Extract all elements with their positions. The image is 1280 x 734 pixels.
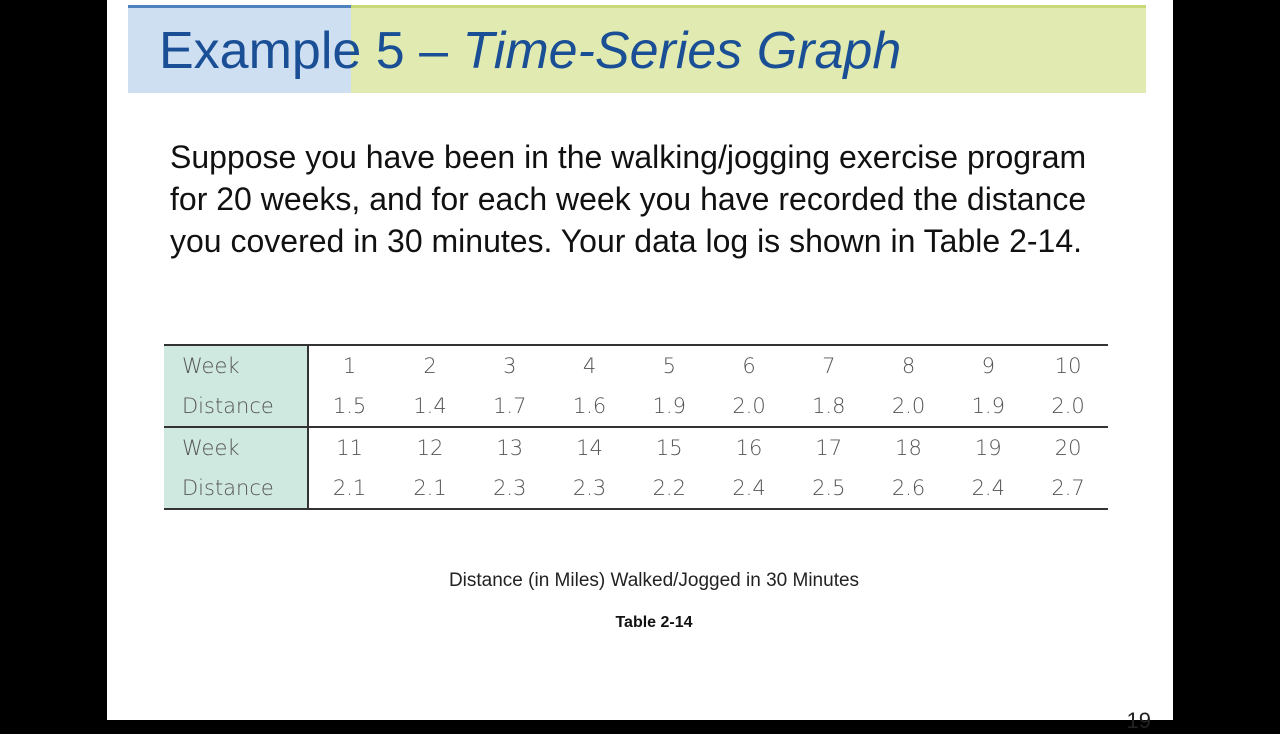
table-cell-week: 6	[742, 354, 756, 378]
slide	[107, 0, 1173, 733]
table-cell-distance: 2.4	[732, 476, 766, 500]
table-cell-distance: 2.3	[572, 476, 607, 500]
slide-title-plain: Example 5 –	[159, 22, 463, 80]
table-cell-distance: 1.6	[572, 394, 607, 418]
title-bar-top-line-blue	[128, 5, 351, 8]
data-log-table	[164, 344, 1108, 510]
table-cell-week: 17	[789, 427, 869, 468]
table-row-distance-2	[164, 468, 1108, 509]
table-cell-week: 16	[709, 427, 789, 468]
table-cell-distance: 2.1	[332, 476, 367, 500]
table-cell-week: 7	[822, 354, 836, 378]
table-cell-week: 15	[629, 427, 709, 468]
table-cell-distance: 2.2	[652, 476, 686, 500]
table-cell-distance: 1.4	[413, 394, 447, 418]
slide-title	[159, 19, 901, 83]
table-cell-week: 3	[503, 354, 517, 378]
table-cell-week: 4	[582, 354, 597, 378]
table-cell-week: 11	[308, 427, 390, 468]
table-row-distance-1	[164, 386, 1108, 427]
title-bar-top-line-green	[351, 5, 1146, 8]
page-number: 19	[1126, 708, 1151, 733]
table-cell-distance: 2.1	[413, 476, 447, 500]
row-label-week: Week	[164, 345, 308, 386]
table-cell-distance: 2.3	[493, 476, 527, 500]
table-caption: Distance (in Miles) Walked/Jogged in 30 Minutes	[448, 570, 860, 591]
table-cell-distance: 1.9	[652, 394, 686, 418]
table-cell-week: 18	[869, 427, 949, 468]
table-cell-distance: 2.0	[732, 394, 766, 418]
table-cell-distance: 2.0	[1051, 394, 1085, 418]
slide-body-text: Suppose you have been in the walking/jogging exercise program for 20 weeks, and for each week you have recorded the distance you covered in 30 minutes. Your data log is shown in Table 2-14.	[170, 139, 1087, 259]
table-cell-week: 13	[470, 427, 550, 468]
table-cell-week: 8	[901, 354, 916, 378]
row-label-week: Week	[164, 427, 308, 468]
table-cell-distance: 1.5	[332, 394, 367, 418]
slide-title-italic: Time-Series Graph	[462, 22, 902, 80]
table-cell-week: 9	[981, 354, 995, 378]
table-row-week-2	[164, 427, 1108, 468]
table-cell-week: 1	[342, 354, 357, 378]
table-cell-week: 5	[662, 354, 676, 378]
table-cell-week: 19	[948, 427, 1028, 468]
title-bar	[128, 5, 1146, 93]
row-label-distance: Distance	[164, 386, 308, 427]
table-cell-week: 14	[550, 427, 630, 468]
table-row-week-1	[164, 345, 1108, 386]
table-cell-distance: 2.5	[812, 476, 846, 500]
row-label-distance: Distance	[164, 468, 308, 509]
table-cell-week: 10	[1054, 354, 1082, 378]
table-cell-distance: 2.0	[891, 394, 926, 418]
table-cell-distance: 2.7	[1051, 476, 1085, 500]
table-cell-week: 12	[390, 427, 470, 468]
table-cell-week: 2	[423, 354, 437, 378]
table-cell-distance: 1.8	[812, 394, 846, 418]
table-cell-week: 20	[1028, 427, 1108, 468]
table-cell-distance: 1.7	[493, 394, 527, 418]
table-cell-distance: 1.9	[971, 394, 1005, 418]
table-cell-distance: 2.4	[971, 476, 1005, 500]
table-label: Table 2-14	[615, 614, 693, 631]
data-log-table-body	[164, 345, 1108, 509]
table-cell-distance: 2.6	[891, 476, 926, 500]
